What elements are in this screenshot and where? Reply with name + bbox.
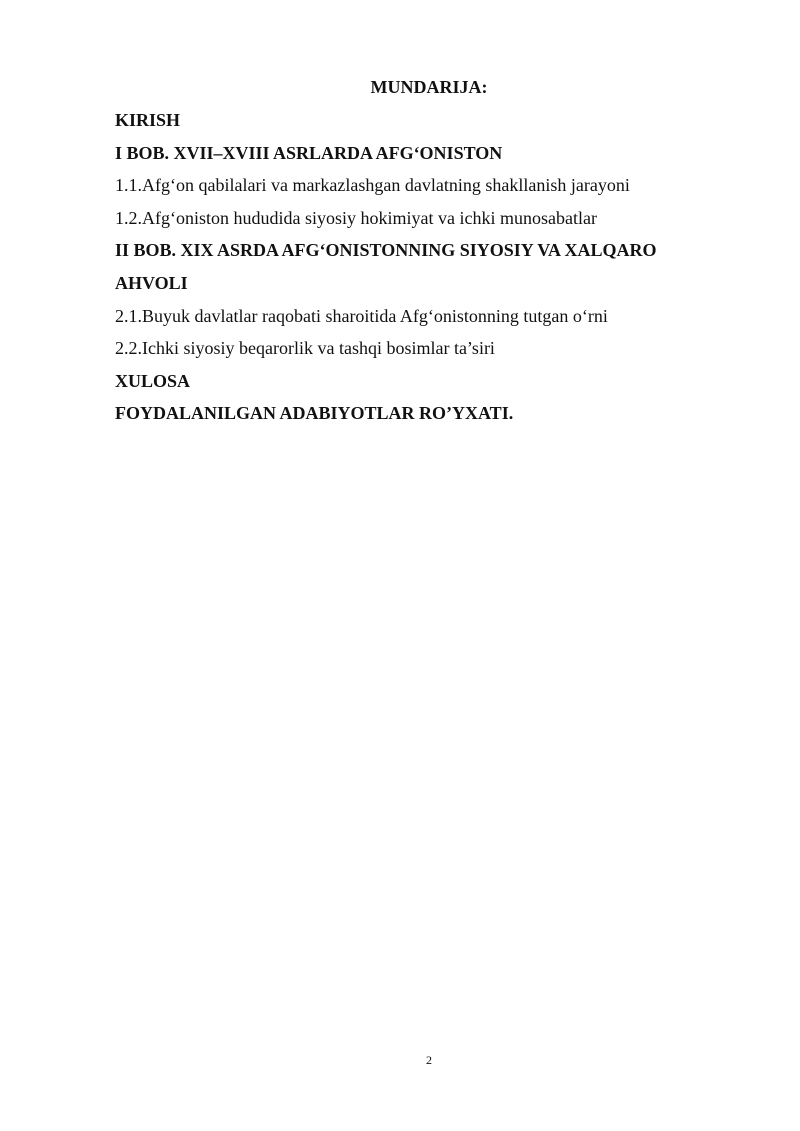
toc-entry-section-2-1: 2.1.Buyuk davlatlar raqobati sharoitida Afg‘onistonning tutgan o‘rni xyxy=(115,305,608,326)
toc-entry-section-2-2: 2.2.Ichki siyosiy beqarorlik va tashqi bosimlar ta’siri xyxy=(115,338,495,359)
toc-entry-introduction: KIRISH xyxy=(115,110,181,130)
page-number: 2 xyxy=(426,1053,432,1067)
table-of-contents xyxy=(115,108,775,434)
toc-entry-conclusion: XULOSA xyxy=(115,370,191,391)
toc-heading: MUNDARIJA: xyxy=(370,77,488,97)
toc-entry-bibliography: FOYDALANILGAN ADABIYOTLAR RO’YXATI. xyxy=(115,403,514,424)
toc-entry-section-1-2: 1.2.Afg‘oniston hududida siyosiy hokimiyat va ichki munosabatlar xyxy=(115,207,597,228)
toc-entry-chapter-1: I BOB. XVII–XVIII ASRLARDA AFG‘ONISTON xyxy=(115,142,503,163)
toc-entry-chapter-2-continued: AHVOLI xyxy=(115,272,188,293)
toc-entry-chapter-2: II BOB. XIX ASRDA AFG‘ONISTONNING SIYOSIY VA XALQARO xyxy=(115,240,657,261)
toc-entry-section-1-1: 1.1.Afg‘on qabilalari va markazlashgan davlatning shakllanish jarayoni xyxy=(115,175,630,196)
